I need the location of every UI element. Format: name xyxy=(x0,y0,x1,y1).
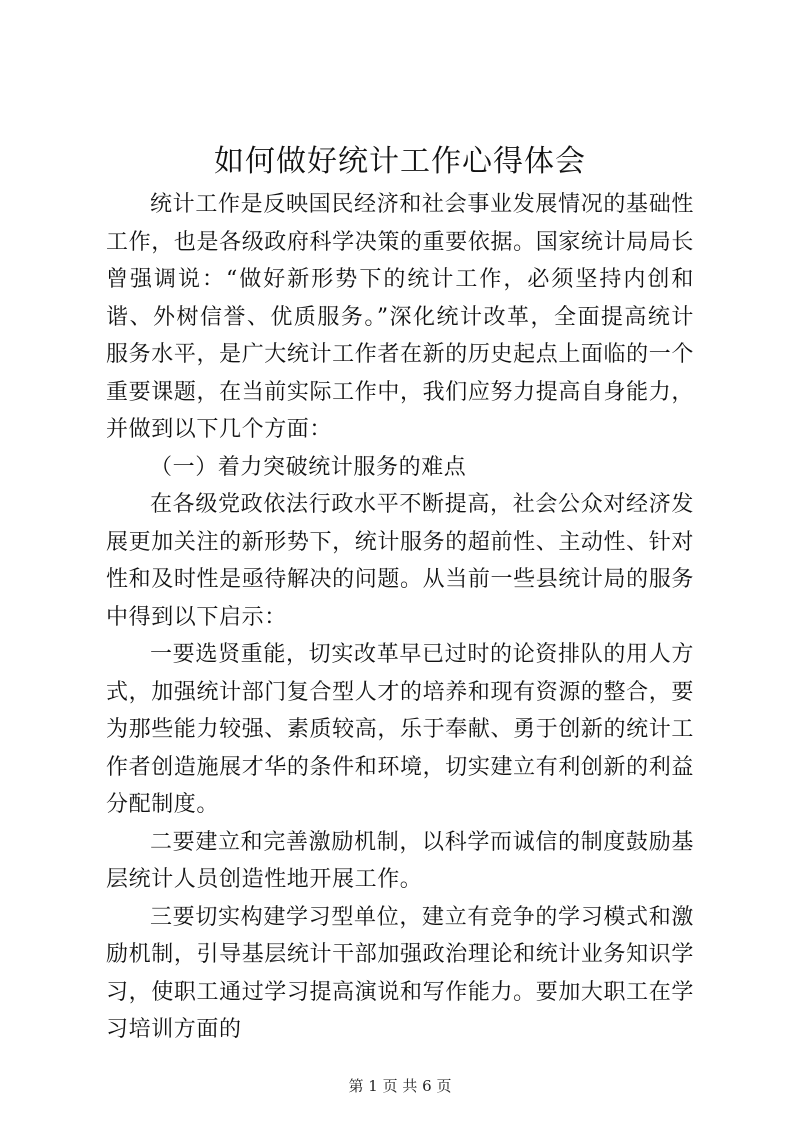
page-footer: 第 1 页 共 6 页 xyxy=(348,1077,452,1095)
document-body xyxy=(106,186,694,1049)
document-title: 如何做好统计工作心得体会 xyxy=(214,144,586,179)
paragraph-intro: 统计工作是反映国民经济和社会事业发展情况的基础性工作，也是各级政府科学决策的重要依据。国家统计局局长曾强调说：“做好新形势下的统计工作，必须坚持内创和谐、外树信誉、优质服务。”深化统计改革，全面提高统计服务水平，是广大统计工作者在新的历史起点上面临的一个重要课题，在当前实际工作中，我们应努力提高自身能力，并做到以下几个方面： xyxy=(106,192,694,442)
paragraph-point-2: 二要建立和完善激励机制，以科学而诚信的制度鼓励基层统计人员创造性地开展工作。 xyxy=(106,829,694,892)
paragraph-point-1: 一要选贤重能，切实改革早已过时的论资排队的用人方式，加强统计部门复合型人才的培养和现有资源的整合，要为那些能力较强、素质较高，乐于奉献、勇于创新的统计工作者创造施展才华的条件和环境，切实建立有利创新的利益分配制度。 xyxy=(106,642,694,817)
paragraph-point-3: 三要切实构建学习型单位，建立有竞争的学习模式和激励机制，引导基层统计干部加强政治理论和统计业务知识学习，使职工通过学习提高演说和写作能力。要加大职工在学习培训方面的 xyxy=(106,904,694,1042)
paragraph-context: 在各级党政依法行政水平不断提高，社会公众对经济发展更加关注的新形势下，统计服务的超前性、主动性、针对性和及时性是亟待解决的问题。从当前一些县统计局的服务中得到以下启示： xyxy=(106,492,694,630)
section-heading-1: （一）着力突破统计服务的难点 xyxy=(150,454,467,480)
